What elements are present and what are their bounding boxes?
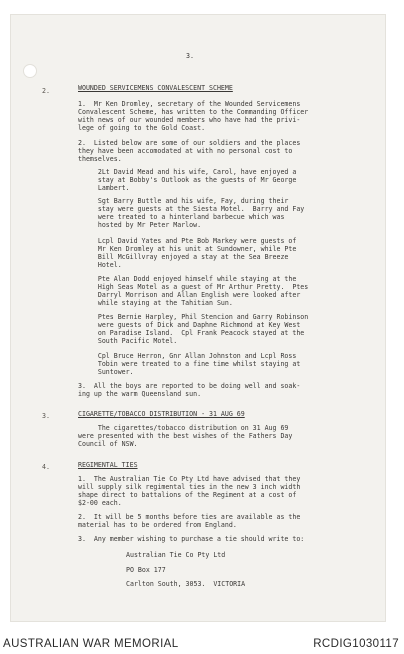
section-2-heading: WOUNDED SERVICEMENS CONVALESCENT SCHEME — [78, 84, 233, 92]
section-2-para-3: 3. All the boys are reported to be doing well and soak- ing up the warm Queensland sun. — [78, 382, 301, 398]
section-4-para-3: 3. Any member wishing to purchase a tie should write to: — [78, 535, 305, 543]
section-4-heading: REGIMENTAL TIES — [78, 461, 138, 469]
section-2-guest-entry-3: Lcpl David Yates and Pte Bob Markey were guests of Mr Ken Dromley at his unit at Sundowner, while Pte Bill McGillvray enjoyed a stay at the Sea Breeze Hotel. — [97, 237, 297, 269]
address-line-1: Australian Tie Co Pty Ltd — [126, 551, 226, 559]
section-2-para-1: 1. Mr Ken Dromley, secretary of the Wounded Servicemens Convalescent Scheme, has written to the Commanding Officer with news of our wounded members who have had the privi- lege of going to the Gold Coast. — [78, 100, 309, 132]
section-3-number: 3. — [42, 412, 50, 420]
section-4-para-1: 1. The Australian Tie Co Pty Ltd have advised that they will supply silk regimental ties in the new 3 inch width shape direct to battalions of the Regiment at a cost of $2-00 each. — [78, 475, 301, 507]
address-line-2: PO Box 177 — [126, 566, 166, 574]
archive-footer — [0, 634, 404, 654]
section-2-number: 2. — [42, 87, 50, 95]
section-2-guest-entry-5: Ptes Bernie Harpley, Phil Stencion and Garry Robinson were guests of Dick and Daphne Richmond at Key West on Paradise Island. Cpl Frank Peacock stayed at the South Pacific Motel. — [97, 313, 309, 345]
section-4-number: 4. — [42, 463, 50, 471]
section-2-guest-entry-2: Sgt Barry Buttle and his wife, Fay, during their stay were guests at the Siesta Motel. Barry and Fay were treated to a hinterland barbecue which was hosted by Mr Peter Marlow. — [97, 197, 305, 229]
section-2-guest-entry-4: Pte Alan Dodd enjoyed himself while staying at the High Seas Motel as a guest of Mr Arthur Pretty. Ptes Darryl Morrison and Allan English were looked after while staying at the Tahitian Sun. — [97, 275, 309, 307]
page-number: 3. — [186, 52, 194, 60]
institution-name: AUSTRALIAN WAR MEMORIAL — [3, 638, 179, 650]
section-3-heading: CIGARETTE/TOBACCO DISTRIBUTION - 31 AUG 69 — [78, 410, 245, 418]
record-id: RCDIG1030117 — [313, 638, 399, 650]
section-4-para-2: 2. It will be 5 months before ties are available as the material has to be ordered from England. — [78, 513, 301, 529]
punch-hole — [23, 64, 37, 78]
section-2-guest-entry-1: 2Lt David Mead and his wife, Carol, have enjoyed a stay at Bobby's Outlook as the guests of Mr George Lambert. — [97, 168, 297, 192]
section-2-guest-entry-6: Cpl Bruce Herron, Gnr Allan Johnston and Lcpl Ross Tobin were treated to a fine time whilst staying at Suntower. — [97, 352, 301, 376]
section-2-para-2: 2. Listed below are some of our soldiers and the places they have been accomodated at with no personal cost to themselves. — [78, 139, 301, 163]
section-3-para-1: The cigarettes/tobacco distribution on 31 Aug 69 were presented with the best wishes of the Fathers Day Council of NSW. — [78, 424, 293, 448]
address-line-3: Carlton South, 3053. VICTORIA — [126, 580, 246, 588]
